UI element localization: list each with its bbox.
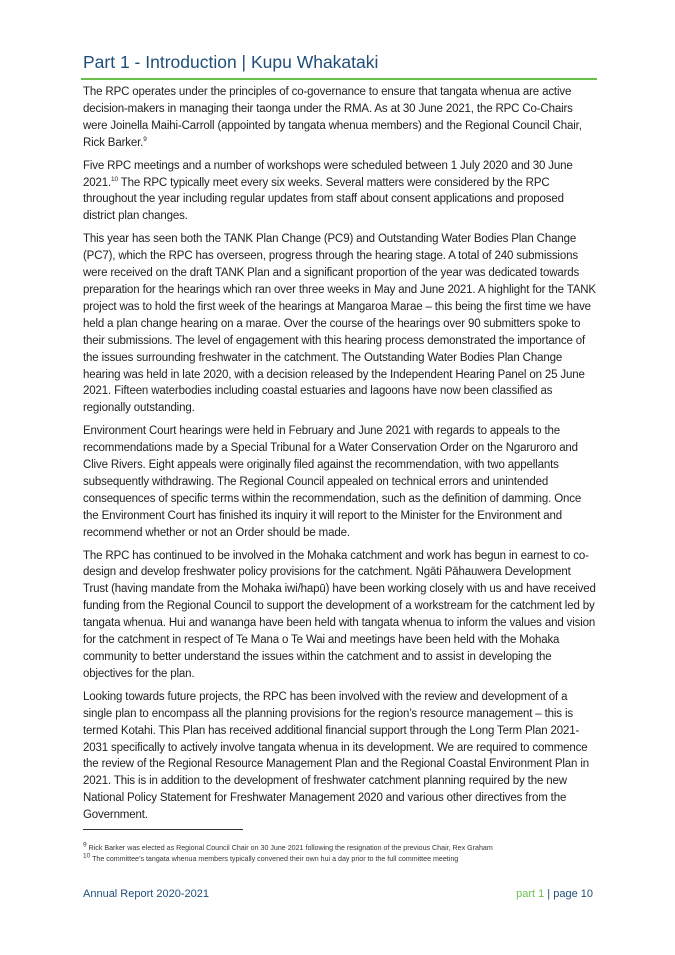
paragraph-meetings [83,158,598,226]
body-text [83,84,598,830]
paragraph-environment-court: Environment Court hearings were held in February and June 2021 with regards to appeals to the recommendations made by a Special Tribunal for a Water Conservation Order on the Ngaruroro and Clive Rivers. Eight appeals were originally filed against the recommendation, with two appellants subsequently withdrawing. The Regional Council appealed on technical errors and unintended consequences of specific terms within the recommendation, such as the definition of damming. Once the Environment Court has finished its inquiry it will report to the Minister for the Environment and recommend whether or not an Order should be made. [83,425,582,539]
title-underline [81,78,597,80]
footnote-number: 10 [83,852,91,860]
footnote-text: The committee’s tangata whenua members typically convened their own hui a day prior to the full committee meeting [90,855,459,863]
footnote-text: Rick Barker was elected as Regional Council Chair on 30 June 2021 following the resignation of the previous Chair, Rex Graham [86,844,493,852]
paragraph-tank-plan: This year has seen both the TANK Plan Change (PC9) and Outstanding Water Bodies Plan Change (PC7), which the RPC has overseen, progress through the hearing stage. A total of 240 submissions were received on the draft TANK Plan and a significant proportion of the year was dedicated towards preparation for the hearings which ran over three weeks in May and June 2021. A highlight for the TANK project was to hold the first week of the hearings at Mangaroa Marae – this being the first time we have held a plan change hearing on a marae. Over the course of the hearings over 90 submitters spoke to their submissions. The level of engagement with this hearing process demonstrated the importance of the issues surrounding freshwater in the catchment. The Outstanding Water Bodies Plan Change hearing was held in late 2020, with a decision released by the Independent Hearing Panel on 25 June 2021. Fifteen waterbodies including coastal estuaries and lagoons have now been classified as regionally outstanding. [83,233,596,415]
paragraph-text: Five RPC meetings and a number of workshops were scheduled between 1 July 2020 and 30 June 2021. [83,159,573,189]
footer-page-label [516,888,593,900]
footnote-divider [83,829,243,830]
paragraph-co-governance [83,84,598,152]
footnote-ref-10: 10 [111,175,118,183]
paragraph-text: The RPC operates under the principles of co-governance to ensure that tangata whenua are active decision-makers in managing their taonga under the RMA. As at 30 June 2021, the RPC Co-Chairs were Joinella Maihi-Carroll (appointed by tangata whenua members) and the Regional Council Chair, Rick Barker. [83,86,582,149]
footnote-9 [83,843,598,854]
page-title: Part 1 - Introduction | Kupu Whakataki [83,52,379,72]
footnote-number: 9 [83,841,87,849]
footnote-ref-9: 9 [143,135,147,143]
paragraph-future-projects: Looking towards future projects, the RPC has been involved with the review and development of a single plan to encompass all the planning provisions for the region’s resource management – this is termed Kotahi. This Plan has received additional financial support through the Long Term Plan 2021-2031 specifically to actively involve tangata whenua in its development. We are required to commence the review of the Regional Resource Management Plan and the Regional Coastal Environment Plan in 2021. This is in addition to the development of freshwater catchment planning required by the new National Policy Statement for Freshwater Management 2020 and various other directives from the Government. [83,690,589,822]
paragraph-mohaka: The RPC has continued to be involved in the Mohaka catchment and work has begun in earnest to co-design and develop freshwater policy provisions for the catchment. Ngāti Pāhauwera Development Trust (having mandate from the Mohaka iwi/hapū) have been working closely with us and have received funding from the Regional Council to support the development of a workstream for the catchment led by tangata whenua. Hui and wananga have been held with tangata whenua to inform the values and vision for the catchment in respect of Te Mana o Te Wai and meetings have been held with the Mohaka community to better understand the issues within the catchment and to assist in developing the objectives for the plan. [83,549,596,680]
footnotes [83,843,598,865]
footer-report-title: Annual Report 2020-2021 [83,888,209,900]
footer-separator: | [544,888,554,900]
footer-page-number: page 10 [553,888,593,900]
footer-part: part 1 [516,888,545,900]
footnote-10 [83,854,598,865]
paragraph-text: The RPC typically meet every six weeks. Several matters were considered by the RPC throughout the year including regular updates from staff about consent applications and proposed district plan changes. [83,176,564,223]
